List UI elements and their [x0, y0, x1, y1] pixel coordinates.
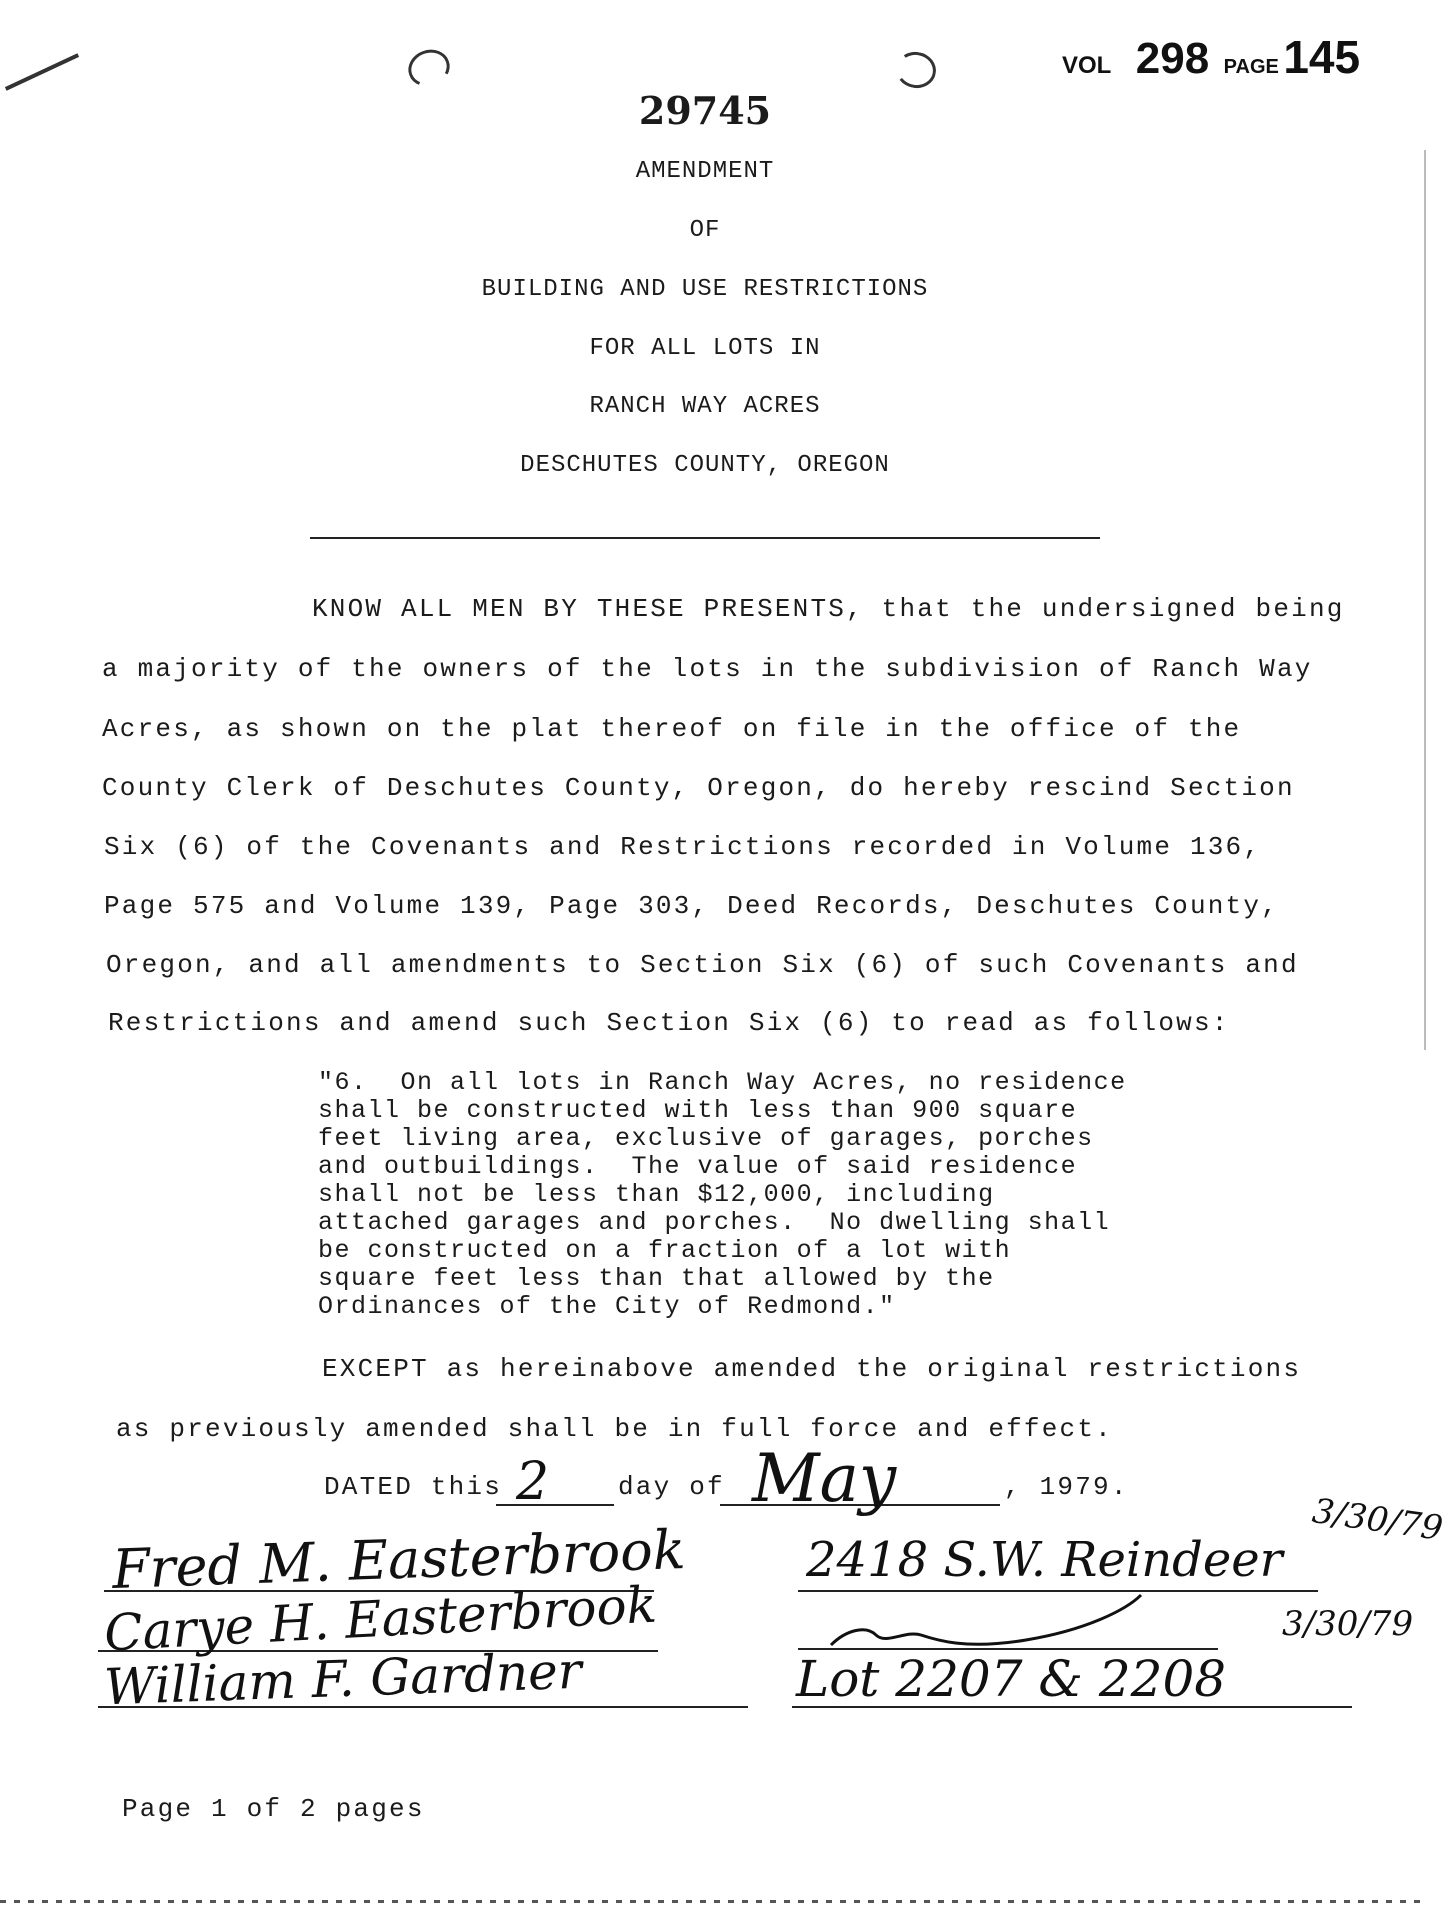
date-note-1: 3/30/79	[1309, 1491, 1445, 1549]
punch-hole-left	[403, 44, 455, 92]
title-line-1: AMENDMENT	[635, 158, 775, 185]
scribble-stroke	[831, 1595, 1141, 1645]
page-label: PAGE	[1223, 56, 1279, 78]
dated-month: May	[752, 1440, 897, 1517]
body-line-5: Six (6) of the Covenants and Restrictions recorded in Volume 136,	[104, 832, 1262, 862]
dated-prefix: DATED this	[324, 1472, 503, 1502]
body-line-1: KNOW ALL MEN BY THESE PRESENTS, that the undersigned being	[312, 594, 1345, 624]
recording-stamp	[1062, 30, 1360, 84]
title-line-2: OF	[689, 217, 721, 244]
document-number: 29745	[638, 88, 772, 133]
vol-label: VOL	[1062, 52, 1112, 79]
quote-line-5: shall not be less than $12,000, including	[318, 1180, 995, 1209]
except-line-2: as previously amended shall be in full force and effect.	[116, 1414, 1113, 1444]
dated-day: 2	[516, 1452, 550, 1512]
quote-line-6: attached garages and porches. No dwelling shall	[318, 1208, 1111, 1237]
date-note-2: 3/30/79	[1282, 1604, 1414, 1644]
address: 2418 S.W. Reindeer	[806, 1532, 1283, 1588]
signature-2: Carye H. Easterbrook	[102, 1575, 659, 1663]
body-line-6: Page 575 and Volume 139, Page 303, Deed Records, Deschutes County,	[104, 891, 1279, 921]
body-line-3: Acres, as shown on the plat thereof on file in the office of the	[102, 714, 1242, 744]
quote-line-2: shall be constructed with less than 900 square	[318, 1096, 1078, 1125]
title-line-6: DESCHUTES COUNTY, OREGON	[520, 452, 890, 479]
signature-3: William F. Gardner	[103, 1641, 583, 1717]
scan-edge-right	[1424, 150, 1426, 1050]
signature-1: Fred M. Easterbrook	[111, 1518, 687, 1601]
title-line-3: BUILDING AND USE RESTRICTIONS	[481, 276, 929, 303]
body-line-4: County Clerk of Deschutes County, Oregon, do hereby rescind Section	[102, 773, 1295, 803]
quote-line-3: feet living area, exclusive of garages, porches	[318, 1124, 1094, 1153]
dated-middle: day of	[618, 1472, 725, 1502]
quote-line-4: and outbuildings. The value of said residence	[318, 1152, 1078, 1181]
except-line-1: EXCEPT as hereinabove amended the original restrictions	[322, 1354, 1302, 1384]
scan-mark	[5, 53, 79, 90]
lot-number: Lot 2207 & 2208	[796, 1650, 1227, 1708]
quote-line-7: be constructed on a fraction of a lot with	[318, 1236, 1012, 1265]
page-footer: Page 1 of 2 pages	[122, 1794, 425, 1824]
scan-edge-bottom	[0, 1900, 1428, 1903]
dated-year: , 1979.	[1004, 1472, 1129, 1502]
quote-line-9: Ordinances of the City of Redmond."	[318, 1292, 896, 1321]
quote-line-1: "6. On all lots in Ranch Way Acres, no residence	[318, 1068, 1127, 1097]
vol-number: 298	[1135, 34, 1210, 83]
title-line-4: FOR ALL LOTS IN	[589, 335, 821, 362]
body-line-8: Restrictions and amend such Section Six (6) to read as follows:	[108, 1008, 1230, 1038]
title-line-5: RANCH WAY ACRES	[589, 393, 821, 420]
day-blank	[496, 1504, 614, 1506]
punch-hole-right	[893, 49, 939, 91]
body-line-2: a majority of the owners of the lots in the subdivision of Ranch Way	[102, 654, 1313, 684]
title-divider	[310, 537, 1100, 539]
quote-line-8: square feet less than that allowed by the	[318, 1264, 995, 1293]
body-line-7: Oregon, and all amendments to Section Six (6) of such Covenants and	[106, 950, 1299, 980]
page-number: 145	[1283, 31, 1361, 83]
